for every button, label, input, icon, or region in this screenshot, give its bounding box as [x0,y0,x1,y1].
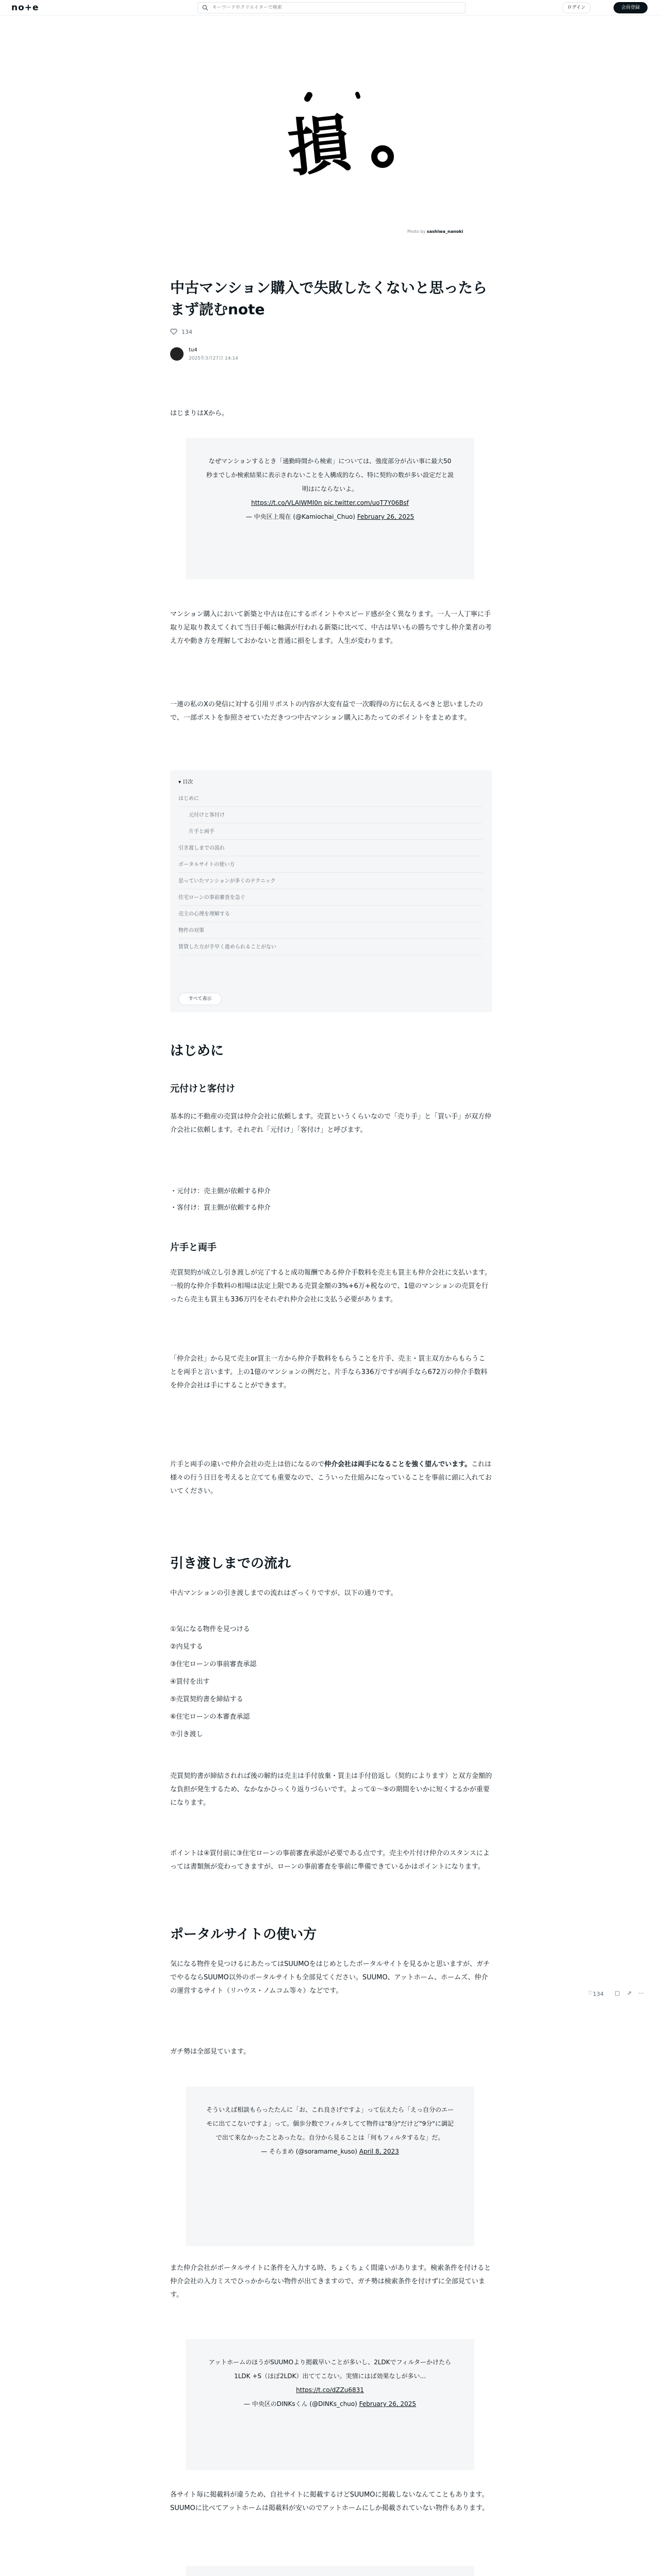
article-title: 中古マンション購入で失敗したくないと思ったらまず読むnote [170,279,487,318]
author-block[interactable] [170,346,492,367]
paragraph: 中古マンションの引き渡しまでの流れはざっくりですが、以下の通りです。 [170,1589,398,1597]
toc-item[interactable]: 賃貸した方が手早く進められることがない [178,939,483,955]
avatar[interactable] [170,347,184,361]
toc-item[interactable]: ポータルサイトの使い方 [178,857,483,873]
list-item: ・元付け：売主側が依頼する仲介 [170,1188,271,1195]
paragraph: 売買契約が成立し引き渡しが完了すると成功報酬である仲介手数料を売主も買主も仲介会社に支払います。一般的な仲介手数料の相場は法定上限である売買金額の3%+6万+税なので、1億のマンションの売買を行ったら売主も買主も336万円をそれぞれ仲介会社に支払う必要があります。 [170,1269,491,1303]
more-icon[interactable]: ⋯ [638,1990,644,1996]
post-text: そういえば相談もらったたんに「お、これ良さげですよ」って伝えたら「えっ自分のエーモに出てこないですよ」って。個歩分数でフィルタしてて物件は"8分"だけど"9分"に調記で出て来なかったことあったな。自分から見ることは「何もフィルタするな」だ。 [206,2106,454,2141]
post-date-link[interactable]: February 26, 2025 [357,513,415,520]
search-input[interactable] [212,4,460,12]
note-logo[interactable]: no+e [11,3,39,13]
list-item: ・客付け：買主側が依頼する仲介 [170,1204,271,1212]
show-all-button[interactable]: すべて表示 [178,993,222,1005]
list-item: ③住宅ローンの事前審査承認 [170,1660,257,1668]
post-date-link[interactable]: April 8, 2023 [359,2148,399,2155]
toc-item[interactable]: 物件の対策 [178,923,483,939]
post-byline: — 中央区上現在 (@Kamiochai_Chuo) [245,513,355,520]
paragraph: 売買契約書が締結されれば後の解約は売主は手付放棄・買主は手付倍返し（契約によります）と双方金額的な負担が発生するため、なかなかひっくり返りづらいです。よって①〜⑤の期間をいかに短くするかが重要になります。 [170,1772,492,1807]
paragraph: 各サイト毎に掲載料が違うため、自社サイトに掲載するけどSUUMOに掲載しないなんてこともあります。SUUMOに比べてアットホームは掲載料が安いのでアットホームにしか掲載されていない物件もあります。 [170,2491,489,2512]
paragraph: 基本的に不動産の売買は仲介会社に依頼します。売買というくらいなので「売り手」と「買い手」が双方仲介会社に依頼します。それぞれ「元付け」「客付け」と呼びます。 [170,1113,491,1134]
post-byline: — そらまめ (@soramame_kuso) [261,2148,357,2155]
embedded-post[interactable] [186,2339,474,2470]
list-item: ②内見する [170,1643,203,1651]
subsection-heading: 片手と両手 [170,1242,217,1253]
list-item: ⑤売買契約書を締結する [170,1696,243,1703]
list-item: ④買付を出す [170,1678,210,1686]
post-date-link[interactable]: February 26, 2025 [359,2400,417,2408]
intro-text: はじまりはXから。 [170,410,228,417]
embedded-post[interactable] [186,2087,474,2246]
toc-item[interactable]: はじめに [178,791,483,807]
post-link[interactable]: https://t.co/VLAIWMI0n pic.twitter.com/uoT7Y06Bsf [251,499,409,506]
paragraph: ポイントは④買付前に③住宅ローンの事前審査承認が必要である点です。売主や片付け仲介のスタンスによっては書類無が変わってきますが、ローンの事前審査を事前に準備できているかはポイントになります。 [170,1850,490,1871]
login-button[interactable]: ログイン [562,2,591,13]
comment-icon[interactable]: ▢ [615,1990,620,1996]
search-icon [202,5,208,11]
floating-actions [588,1989,650,2001]
toc-heading[interactable]: ▾ 目次 [178,779,193,785]
share-icon[interactable]: ⇗ [627,1990,632,1996]
signup-button[interactable]: 会員登録 [614,2,648,13]
hero-image [170,40,492,234]
list-item: ⑥住宅ローンの本審査承認 [170,1713,250,1721]
hero-circle [371,145,394,168]
paragraph: マンション購入において新築と中古は在にするポイントやスピード感が全く異なります。一人一人丁寧に手取り足取り教えてくれて当日手帳に軸満が行われる新築に比べて、中古は早いもの勝ちですし仲介業者の考え方や動き方を理解しておかないと普通に損をします。人生が変わります。 [170,611,492,645]
toc-item[interactable]: 売主の心理を理解する [178,906,483,922]
toc-item[interactable]: 片手と両手 [189,824,483,840]
photo-credit: Photo by sashiwa_nanoki [407,229,464,234]
toc-item[interactable]: 元付けと客付け [189,807,483,823]
section-heading: 引き渡しまでの流れ [170,1556,291,1571]
ink-splash [355,91,361,99]
embedded-post[interactable] [186,438,474,580]
heart-icon[interactable] [170,329,177,335]
paragraph: ガチ勢は全部見ています。 [170,2048,250,2056]
list-item: ①気になる物件を見つける [170,1625,250,1633]
paragraph: 気になる物件を見つけるにあたってはSUUMOをはじめとしたポータルサイトを見るかと思いますが、ガチでやるならSUUMO以外のポータルサイトも全部見てください。SUUMO、アットホーム、ホームズ、仲介の運営するサイト（リハウス・ノムコム等々）などです。 [170,1960,490,1995]
like-count[interactable]: 134 [170,329,492,335]
subsection-heading: 元付けと客付け [170,1083,235,1094]
search-box[interactable] [197,2,466,13]
toc-item[interactable]: 引き渡しまでの流れ [178,840,483,856]
post-byline: — 中央区のDINKsくん (@DINKs_chuo) [243,2400,357,2408]
photo-credit-name[interactable]: sashiwa_nanoki [426,229,464,234]
table-of-contents [170,770,492,1012]
publish-date: 2025年3月27日 14:14 [189,356,238,361]
paragraph: 一連の私のXの発信に対する引用リポストの内容が大変有益で一次暇得の方に伝えるべきと思いましたので、一部ポストを参照させていただきつつ中古マンション購入にあたってのポイントをまとめます。 [170,701,483,722]
hero-kanji: 損 [284,107,354,185]
list-item: ⑦引き渡し [170,1731,203,1738]
side-like[interactable]: ♡ 134 [588,1990,604,1997]
emphasis-text: 仲介会社は両手になることを強く望んでいます。 [324,1461,471,1468]
paragraph: 「仲介会社」から見て売主or買主一方から仲介手数料をもらうことを片手、売主・買主双方からもらうことを両手と言います。上の1億のマンションの例だと、片手なら336万ですが両手なら672万の仲介手数料を仲介会社は手にすることができます。 [170,1355,488,1389]
post-text: なぜマンションするとき「通勤時間から検索」については、強度部分が占い事に最大50秒までしか検索結果に表示されないことを入構成的なら、特に契約の数が多い設定だと説明はにならないよ。 [206,457,454,493]
embedded-post[interactable] [186,2566,474,2576]
toc-item[interactable]: 思っていたマンションが多くのテクニック [178,873,483,889]
paragraph: また仲介会社がポータルサイトに条件を入力する時、ちょくちょく間違いがあります。検索条件を付けると仲介会社の入力ミスでひっかからない物件が出てきますので、ガチ勢は検索条件を付けずに全部見ています。 [170,2264,491,2299]
paragraph: 片手と両手の違いで仲介会社の売上は倍になるので仲介会社は両手になることを強く望んでいます。これは様々の行う日日を考えると立てても重要なので、こういった仕組みになっていることを事前に頭に入れておいてください。 [170,1461,492,1495]
site-header [0,0,662,15]
section-heading: はじめに [170,1043,224,1059]
toc-item[interactable]: 住宅ローンの事前審査を急ぐ [178,890,483,906]
post-link[interactable]: https://t.co/dZZu6831 [296,2386,364,2394]
section-heading: ポータルサイトの使い方 [170,1927,317,1942]
author-name[interactable]: tu4 [189,347,197,353]
post-text: アットホームのほうがSUUMOより掲載早いことが多いし、2LDKでフィルターかけたら1LDK +S（ほぼ2LDK）出ててこない。実情にはば効果なしが多い... [208,2359,452,2380]
